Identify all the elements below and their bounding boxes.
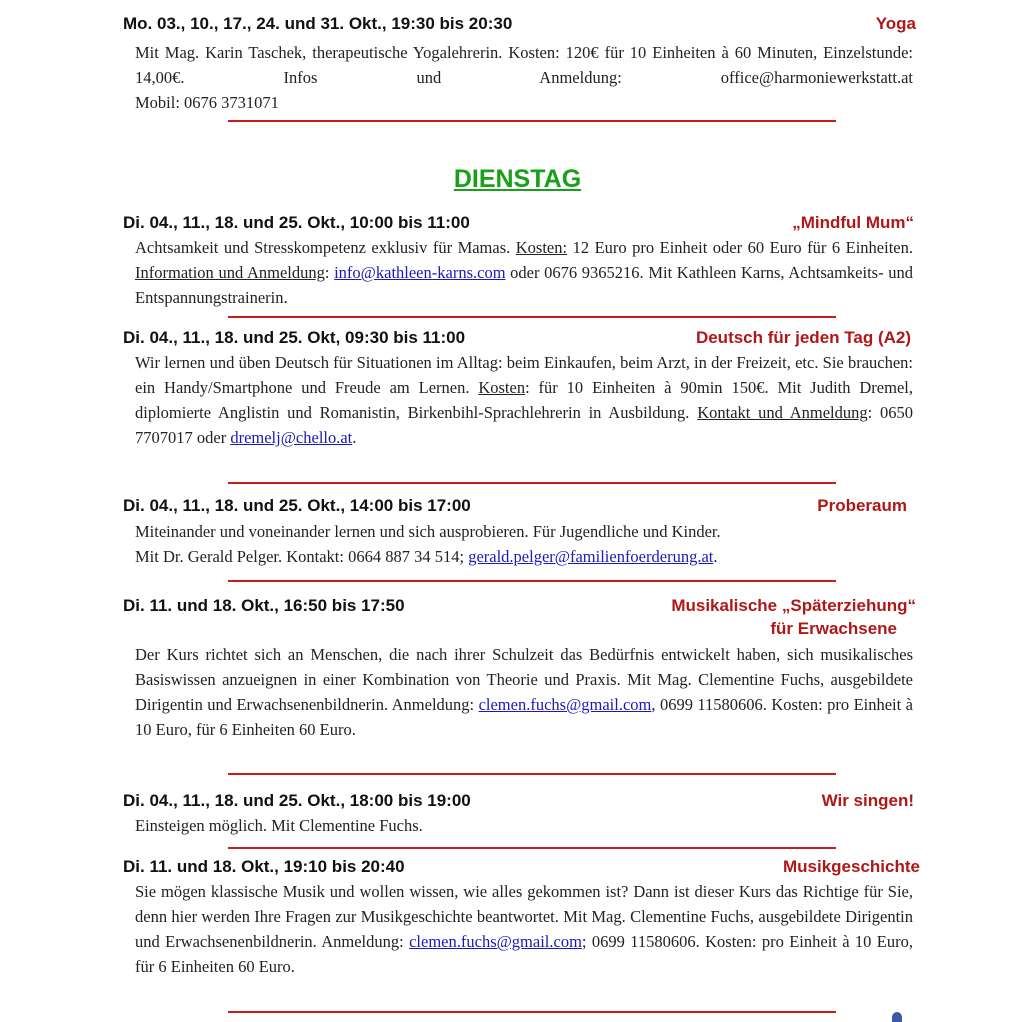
event-title: Musikgeschichte [783,857,920,876]
divider [228,580,836,582]
divider [228,482,836,484]
event-time: Di. 04., 11., 18. und 25. Okt., 10:00 bis 11:00 [123,213,470,232]
divider [228,120,836,122]
event-title: „Mindful Mum“ [792,213,914,232]
event-title: Wir singen! [821,791,914,810]
event-title-line-2: für Erwachsene [770,619,897,638]
event-description: Achtsamkeit und Stresskompetenz exklusiv für Mamas. Kosten: 12 Euro pro Einheit oder 60 Euro für 6 Einheiten. Information und Anmeldung: info@kathleen-karns.com oder 0676 9365216. Mit Kathleen Karns, Achtsamkeits- und Entspannungstrainerin. [135,238,913,307]
event-description: Sie mögen klassische Musik und wollen wissen, wie alles gekommen ist? Dann ist dieser Kurs das Richtige für Sie, denn hier werden Ihre Fragen zur Musikgeschichte beantwortet. Mit Mag. Clementine Fuchs, ausgebildete Dirigentin und Erwachsenenbildnerin. Anmeldung: clemen.fuchs@gmail.com; 0699 11580606. Kosten: pro Einheit à 10 Euro, für 6 Einheiten 60 Euro. [135,882,913,976]
event-title: Deutsch für jeden Tag (A2) [695,328,911,347]
divider [228,773,836,775]
event-title: Musikalische „Späterziehung“ [671,596,916,615]
event-description: Miteinander und voneinander lernen und sich ausprobieren. Für Jugendliche und Kinder. [135,522,721,541]
day-heading: DIENSTAG [453,165,582,193]
page-corner-mark [892,1012,902,1022]
event-time: Di. 11. und 18. Okt., 19:10 bis 20:40 [123,857,405,876]
email-link[interactable]: clemen.fuchs@gmail.com [409,932,582,951]
email-link[interactable]: clemen.fuchs@gmail.com [478,695,652,714]
event-time: Di. 04., 11., 18. und 25. Okt., 18:00 bis 19:00 [123,791,471,810]
event-contact: Mit Dr. Gerald Pelger. Kontakt: 0664 887 34 514; gerald.pelger@familienfoerderung.at. [135,547,718,566]
divider [228,316,836,318]
event-title: Proberaum [817,496,907,515]
event-time: Di. 04., 11., 18. und 25. Okt, 09:30 bis 11:00 [123,328,466,347]
event-description: Einsteigen möglich. Mit Clementine Fuchs. [135,816,423,835]
email-link[interactable]: gerald.pelger@familienfoerderung.at [468,547,714,566]
event-time: Di. 11. und 18. Okt., 16:50 bis 17:50 [123,596,405,615]
email-link[interactable]: dremelj@chello.at [230,428,353,447]
event-description: Mit Mag. Karin Taschek, therapeutische Yogalehrerin. Kosten: 120€ für 10 Einheiten à 60 Minuten, Einzelstunde: 14,00€. Infos und Anmeldung: office@harmoniewerkstatt.at [135,43,913,87]
event-title: Yoga [875,14,916,33]
event-description: Der Kurs richtet sich an Menschen, die nach ihrer Schulzeit das Bedürfnis entwickelt haben, sich musikalisches Basiswissen anzueignen in einer Kombination von Theorie und Praxis. Mit Mag. Clementine Fuchs, ausgebildete Dirigentin und Erwachsenenbildnerin. Anmeldung: clemen.fuchs@gmail.com, 0699 11580606. Kosten: pro Einheit à 10 Euro, für 6 Einheiten 60 Euro. [135,645,913,739]
event-contact: Mobil: 0676 3731071 [135,93,279,112]
event-description: Wir lernen und üben Deutsch für Situationen im Alltag: beim Einkaufen, beim Arzt, in der Freizeit, etc. Sie brauchen: ein Handy/Smartphone und Freude am Lernen. Kosten: für 10 Einheiten à 90min 150€. Mit Judith Dremel, diplomierte Anglistin und Romanistin, Birkenbihl-Sprachlehrerin in Ausbildung. Kontakt und Anmeldung: 0650 7707017 oder dremelj@chello.at. [135,353,913,447]
email-link[interactable]: info@kathleen-karns.com [334,263,506,282]
event-time: Mo. 03., 10., 17., 24. und 31. Okt., 19:30 bis 20:30 [123,14,513,33]
divider [228,1011,836,1013]
divider [228,847,836,849]
event-time: Di. 04., 11., 18. und 25. Okt., 14:00 bis 17:00 [123,496,471,515]
